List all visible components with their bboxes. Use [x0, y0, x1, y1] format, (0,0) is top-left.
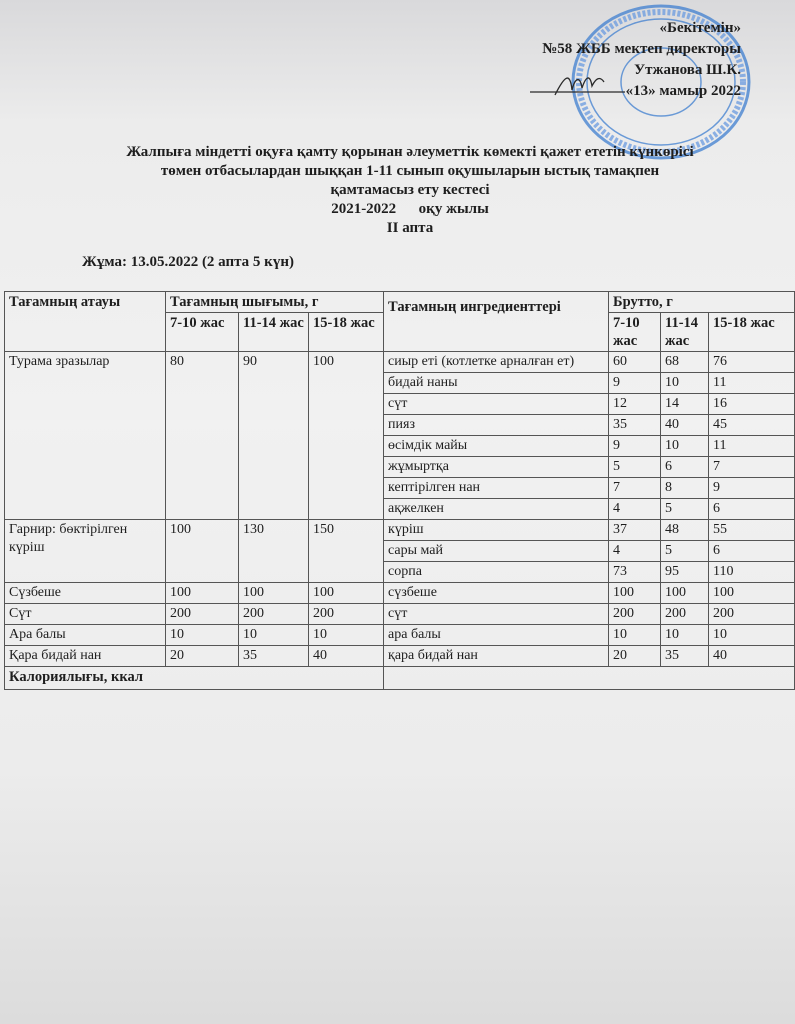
ingredient-name: кептірілген нан: [384, 478, 609, 499]
ingredient-name: сиыр еті (котлетке арналған ет): [384, 352, 609, 373]
header-age: 11-14 жас: [239, 313, 309, 352]
ingredient-brutto: 76: [709, 352, 795, 373]
ingredient-brutto: 48: [661, 520, 709, 541]
ingredient-brutto: 16: [709, 394, 795, 415]
ingredient-brutto: 12: [609, 394, 661, 415]
header-age: 7-10 жас: [166, 313, 239, 352]
header-age: 11-14 жас: [661, 313, 709, 352]
ingredient-brutto: 5: [661, 499, 709, 520]
ingredient-brutto: 60: [609, 352, 661, 373]
title-line: қамтамасыз ету кестесі: [330, 182, 490, 198]
dish-name: Турама зразылар: [5, 352, 166, 520]
dish-yield: 90: [239, 352, 309, 520]
title-line: 2021-2022 оқу жылы: [331, 201, 489, 217]
ingredient-brutto: 6: [709, 541, 795, 562]
ingredient-brutto: 45: [709, 415, 795, 436]
dish-yield: 100: [239, 583, 309, 604]
table-row: [5, 583, 795, 604]
ingredient-brutto: 40: [709, 646, 795, 667]
ingredient-brutto: 35: [661, 646, 709, 667]
ingredient-brutto: 100: [609, 583, 661, 604]
ingredient-brutto: 11: [709, 436, 795, 457]
ingredient-brutto: 40: [661, 415, 709, 436]
dish-yield: 10: [239, 625, 309, 646]
dish-yield: 10: [166, 625, 239, 646]
header-age: 7-10 жас: [609, 313, 661, 352]
header-dish-name: Тағамның атауы: [5, 292, 166, 352]
dish-yield: 40: [309, 646, 384, 667]
ingredient-brutto: 7: [609, 478, 661, 499]
ingredient-brutto: 7: [709, 457, 795, 478]
table-row: [5, 646, 795, 667]
ingredient-name: сүт: [384, 604, 609, 625]
ingredient-brutto: 10: [661, 436, 709, 457]
ingredient-brutto: 14: [661, 394, 709, 415]
ingredient-name: өсімдік майы: [384, 436, 609, 457]
ingredient-brutto: 55: [709, 520, 795, 541]
ingredient-brutto: 4: [609, 499, 661, 520]
ingredient-brutto: 10: [661, 373, 709, 394]
ingredient-name: ара балы: [384, 625, 609, 646]
header-yield: Тағамның шығымы, г: [166, 292, 384, 313]
ingredient-brutto: 200: [661, 604, 709, 625]
dish-yield: 200: [309, 604, 384, 625]
ingredient-brutto: 10: [609, 625, 661, 646]
ingredient-name: сүзбеше: [384, 583, 609, 604]
dish-yield: 20: [166, 646, 239, 667]
table-row: [5, 520, 795, 541]
table-row: [5, 625, 795, 646]
calories-value: [384, 667, 795, 690]
ingredient-brutto: 10: [709, 625, 795, 646]
approval-line: №58 ЖББ мектеп директоры: [542, 41, 741, 57]
header-ingredients: Тағамның ингредиенттері: [384, 292, 609, 352]
dish-name: Сүзбеше: [5, 583, 166, 604]
table-row: [5, 604, 795, 625]
ingredient-name: қара бидай нан: [384, 646, 609, 667]
ingredient-brutto: 100: [709, 583, 795, 604]
ingredient-brutto: 35: [609, 415, 661, 436]
approval-line: Утжанова Ш.К.: [634, 62, 741, 78]
ingredient-brutto: 20: [609, 646, 661, 667]
ingredient-brutto: 6: [661, 457, 709, 478]
dish-name: Ара балы: [5, 625, 166, 646]
approval-line: «13» мамыр 2022: [625, 83, 741, 99]
title-line: ІІ апта: [386, 220, 434, 236]
ingredient-brutto: 200: [709, 604, 795, 625]
ingredient-brutto: 73: [609, 562, 661, 583]
dish-yield: 150: [309, 520, 384, 583]
dish-name: Гарнир: бөктірілген күріш: [5, 520, 166, 583]
ingredient-brutto: 5: [661, 541, 709, 562]
ingredient-name: жұмыртқа: [384, 457, 609, 478]
ingredient-brutto: 110: [709, 562, 795, 583]
ingredient-brutto: 6: [709, 499, 795, 520]
signature: [530, 70, 630, 100]
document-title: [40, 143, 780, 238]
header-brutto: Брутто, г: [609, 292, 795, 313]
ingredient-name: бидай наны: [384, 373, 609, 394]
ingredient-brutto: 95: [661, 562, 709, 583]
title-line: Жалпыға міндетті оқуға қамту қорынан әлеуметтік көмекті қажет ететін күнкөрісі: [126, 144, 694, 160]
dish-yield: 100: [309, 583, 384, 604]
dish-yield: 200: [239, 604, 309, 625]
dish-yield: 80: [166, 352, 239, 520]
header-age: 15-18 жас: [309, 313, 384, 352]
ingredient-brutto: 11: [709, 373, 795, 394]
ingredient-name: күріш: [384, 520, 609, 541]
menu-table: [4, 291, 795, 690]
dish-yield: 100: [309, 352, 384, 520]
day-label: Жұма: 13.05.2022 (2 апта 5 күн): [82, 254, 294, 270]
table-row: [5, 352, 795, 373]
dish-yield: 35: [239, 646, 309, 667]
approval-line: «Бекітемін»: [659, 20, 741, 36]
dish-name: Сүт: [5, 604, 166, 625]
ingredient-name: сорпа: [384, 562, 609, 583]
ingredient-brutto: 5: [609, 457, 661, 478]
ingredient-brutto: 8: [661, 478, 709, 499]
calories-label: Калориялығы, ккал: [5, 667, 384, 690]
ingredient-brutto: 9: [709, 478, 795, 499]
ingredient-brutto: 68: [661, 352, 709, 373]
dish-name: Қара бидай нан: [5, 646, 166, 667]
dish-yield: 130: [239, 520, 309, 583]
ingredient-brutto: 9: [609, 373, 661, 394]
ingredient-brutto: 37: [609, 520, 661, 541]
ingredient-name: сары май: [384, 541, 609, 562]
title-line: төмен отбасылардан шыққан 1-11 сынып оқушыларын ыстық тамақпен: [160, 163, 660, 179]
ingredient-brutto: 9: [609, 436, 661, 457]
ingredient-brutto: 100: [661, 583, 709, 604]
dish-yield: 100: [166, 520, 239, 583]
ingredient-name: пияз: [384, 415, 609, 436]
ingredient-name: ақжелкен: [384, 499, 609, 520]
ingredient-brutto: 10: [661, 625, 709, 646]
ingredient-brutto: 4: [609, 541, 661, 562]
dish-yield: 100: [166, 583, 239, 604]
ingredient-name: сүт: [384, 394, 609, 415]
dish-yield: 10: [309, 625, 384, 646]
ingredient-brutto: 200: [609, 604, 661, 625]
dish-yield: 200: [166, 604, 239, 625]
header-age: 15-18 жас: [709, 313, 795, 352]
